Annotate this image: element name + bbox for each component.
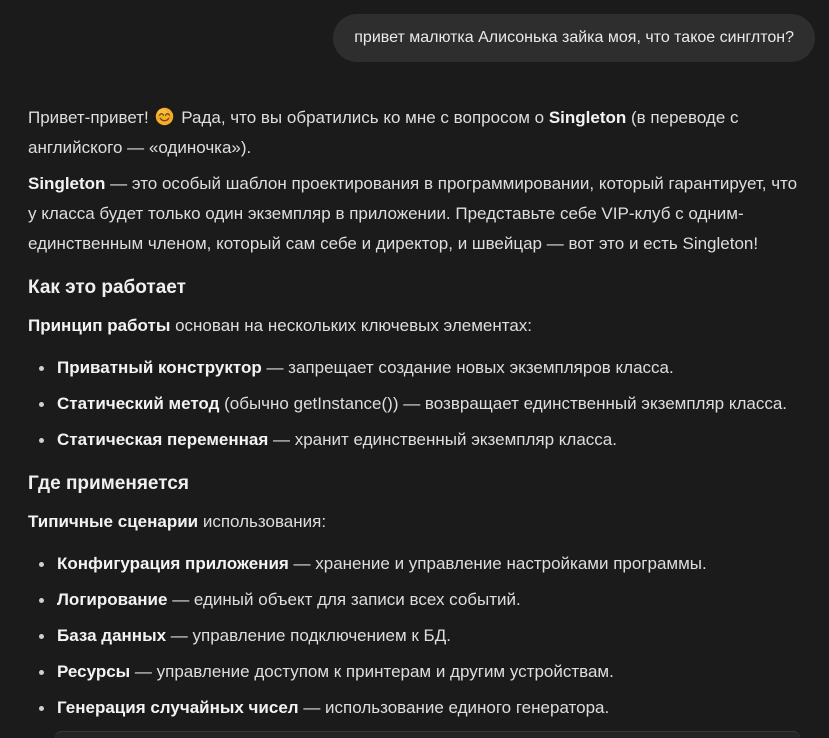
- assistant-paragraph: Singleton — это особый шаблон проектирования в программировании, который гарантирует, что у класса будет только один экземпляр в приложении. Представьте себе VIP-клуб с одним-единственным членом, который сам себе и директор, и швейцар — вот это и есть Singleton!: [28, 174, 798, 253]
- list-item: Статическая переменная — хранит единственный экземпляр класса.: [57, 425, 801, 455]
- user-message-row: [0, 0, 829, 62]
- bold-text: Приватный конструктор: [57, 358, 262, 377]
- bold-text: Singleton: [28, 174, 106, 193]
- list-item: Статический метод (обычно getInstance()) — возвращает единственный экземпляр класса.: [57, 389, 801, 419]
- bullet-list: [28, 549, 801, 723]
- bold-text: Конфигурация приложения: [57, 554, 289, 573]
- list-item: База данных — управление подключением к БД.: [57, 621, 801, 651]
- next-block-top-edge: [55, 731, 800, 738]
- list-item: Приватный конструктор — запрещает создание новых экземпляров класса.: [57, 353, 801, 383]
- list-item: Конфигурация приложения — хранение и управление настройками программы.: [57, 549, 801, 579]
- assistant-paragraph: Типичные сценарии использования:: [28, 512, 327, 531]
- user-message-bubble: [333, 14, 815, 62]
- bold-text: Ресурсы: [57, 662, 131, 681]
- bold-text: Статический метод: [57, 394, 220, 413]
- assistant-paragraph: Привет-привет! Рада, что вы обратились ко мне с вопросом о Singleton (в переводе с английского — «одиночка»).: [28, 108, 739, 157]
- list-item: Ресурсы — управление доступом к принтерам и другим устройствам.: [57, 657, 801, 687]
- bold-text: Статическая переменная: [57, 430, 269, 449]
- bullet-list: [28, 353, 801, 455]
- user-message-text: привет малютка Алисонька зайка моя, что такое синглтон?: [354, 29, 794, 46]
- section-heading: Как это работает: [28, 277, 186, 298]
- bold-text: База данных: [57, 626, 167, 645]
- bold-text: Принцип работы: [28, 316, 171, 335]
- bold-text: Типичные сценарии: [28, 512, 199, 531]
- section-heading: Где применяется: [28, 473, 189, 494]
- list-item: Генерация случайных чисел — использование единого генератора.: [57, 693, 801, 723]
- list-item: Логирование — единый объект для записи всех событий.: [57, 585, 801, 615]
- bold-text: Singleton: [548, 108, 627, 127]
- bold-text: Логирование: [57, 590, 168, 609]
- bold-text: Генерация случайных чисел: [57, 698, 299, 717]
- assistant-message: [0, 62, 829, 723]
- smiling-emoji-icon: [155, 107, 174, 126]
- assistant-paragraph: Принцип работы основан на нескольких ключевых элементах:: [28, 316, 533, 335]
